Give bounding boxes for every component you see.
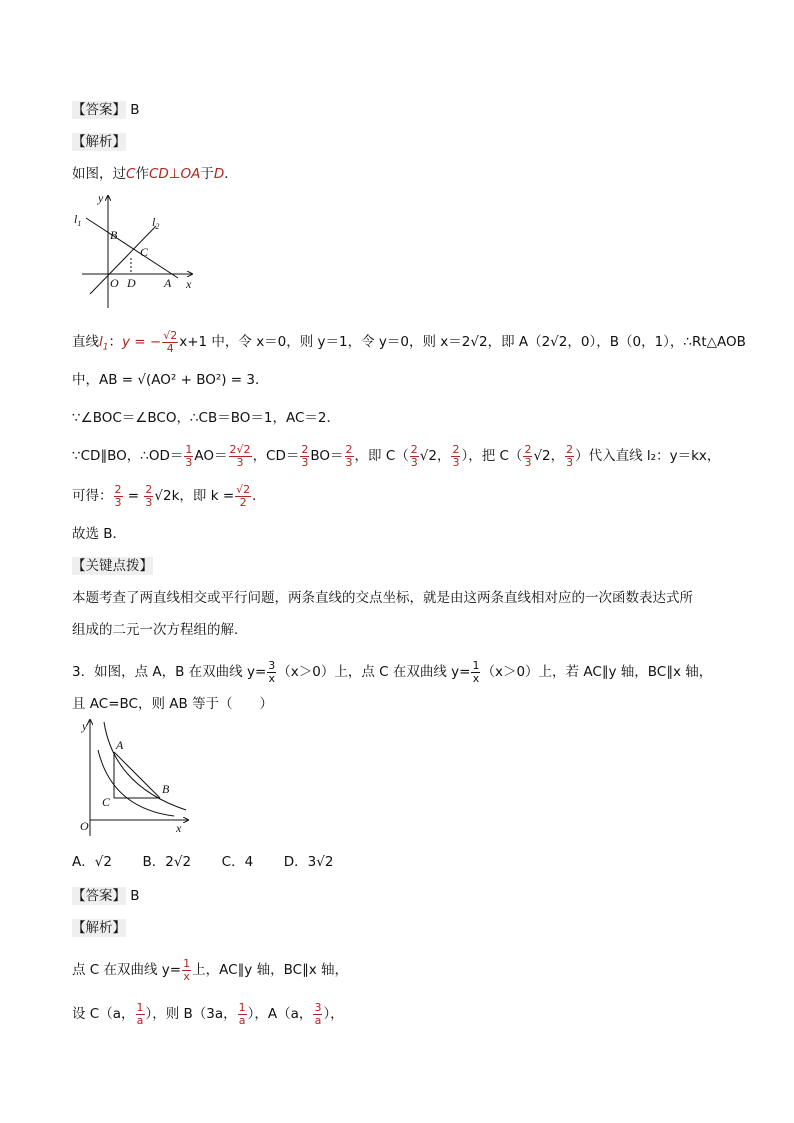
b2l2-a: 设 C（a， bbox=[72, 1006, 135, 1023]
b2l2-frac2: $\frac{1}{a}$ bbox=[238, 1001, 246, 1027]
option-d[interactable]: D．3√2 bbox=[283, 854, 334, 870]
line5-d: ． bbox=[252, 488, 266, 505]
line1-start: 直线 bbox=[72, 334, 99, 351]
line5-a: 可得： bbox=[72, 488, 113, 505]
intro-c: C bbox=[126, 166, 136, 182]
answer-label: 【答案】 bbox=[72, 102, 126, 118]
q3-line-2: 且 AC=BC，则 AB 等于（ ） bbox=[72, 696, 274, 712]
fig2-a-label: A bbox=[116, 738, 124, 752]
line4-h: √2， bbox=[533, 448, 565, 465]
block2-line-2 bbox=[72, 1002, 344, 1026]
intro-mid: 作 bbox=[135, 166, 149, 182]
figure-hyperbola bbox=[74, 716, 192, 838]
intro-d: D bbox=[213, 166, 225, 182]
analysis-label-2-text: 【解析】 bbox=[72, 920, 126, 936]
intro-line bbox=[72, 168, 238, 182]
fig2-o-label: O bbox=[80, 819, 89, 833]
line5-frac2: $\frac{2}{3}$ bbox=[145, 483, 153, 509]
analysis-label-text: 【解析】 bbox=[72, 134, 126, 150]
block2-line-1 bbox=[72, 958, 348, 982]
fig2-y-label: y bbox=[82, 719, 88, 733]
line4-b: AO＝ bbox=[194, 448, 228, 465]
line4-frac2: $\frac{2√2}{3}$ bbox=[229, 443, 251, 469]
q3-frac2: $\frac{1}{x}$ bbox=[472, 659, 480, 685]
line4-frac7: $\frac{2}{3}$ bbox=[524, 443, 532, 469]
fig1-b-label: B bbox=[110, 228, 118, 242]
figure-lines bbox=[70, 190, 200, 310]
b2l1-a: 点 C 在双曲线 y= bbox=[72, 962, 182, 979]
q3-text-a: 3．如图，点 A，B 在双曲线 y= bbox=[72, 664, 267, 681]
choose-line: 故选 B． bbox=[72, 526, 127, 542]
fig1-x-label: x bbox=[186, 277, 192, 291]
option-a[interactable]: A．√2 bbox=[72, 854, 112, 870]
fig1-d-label: D bbox=[127, 276, 136, 290]
b2l2-frac3: $\frac{3}{a}$ bbox=[314, 1001, 322, 1027]
solution-line-2: 中，AB = √(AO² + BO²) = 3． bbox=[72, 372, 269, 388]
line1-colon: ： bbox=[108, 334, 122, 351]
line4-frac1: $\frac{1}{3}$ bbox=[185, 443, 193, 469]
answer-value-2: B bbox=[130, 888, 140, 904]
line5-frac3: $\frac{√2}{2}$ bbox=[236, 483, 251, 509]
solution-line-1 bbox=[72, 330, 746, 354]
intro-period: ． bbox=[224, 166, 238, 182]
answer-line-2 bbox=[72, 890, 140, 904]
fig2-c-label: C bbox=[102, 795, 111, 809]
b2l2-d: ）， bbox=[323, 1006, 344, 1023]
q3-frac1: $\frac{3}{x}$ bbox=[268, 659, 276, 685]
line4-frac6: $\frac{2}{3}$ bbox=[452, 443, 460, 469]
q3-line-1 bbox=[72, 660, 712, 684]
fig2-b-label: B bbox=[162, 782, 170, 796]
b2l2-b: ），则 B（3a， bbox=[145, 1006, 237, 1023]
line5-c: √2k，即 k = bbox=[154, 488, 235, 505]
line1-frac: $\frac{√2}{4}$ bbox=[163, 329, 178, 355]
fig1-c-label: C bbox=[140, 245, 149, 259]
line1-l1: l bbox=[99, 334, 103, 351]
key-label-text: 【关键点拨】 bbox=[72, 558, 153, 574]
intro-text: 如图，过 bbox=[72, 166, 126, 182]
b2l1-b: 上，AC∥y 轴，BC∥x 轴， bbox=[192, 962, 349, 979]
answer-value: B bbox=[130, 102, 140, 118]
fig1-a-label: A bbox=[164, 276, 172, 290]
solution-line-3: ∵∠BOC＝∠BCO，∴CB＝BO＝1，AC＝2． bbox=[72, 410, 340, 426]
key-text-1: 本题考查了两直线相交或平行问题，两条直线的交点坐标，就是由这两条直线相对应的一次函数表达式所 bbox=[72, 590, 693, 606]
option-c[interactable]: C．4 bbox=[221, 854, 254, 870]
intro-end: 于 bbox=[200, 166, 214, 182]
analysis-label bbox=[72, 136, 126, 150]
answer-label-2: 【答案】 bbox=[72, 888, 126, 904]
fig2-x-label: x bbox=[176, 821, 182, 835]
line1-sub: 1 bbox=[102, 342, 109, 353]
b2l2-c: ），A（a， bbox=[247, 1006, 313, 1023]
analysis-label-2 bbox=[72, 922, 126, 936]
line4-f: √2， bbox=[419, 448, 451, 465]
line4-frac8: $\frac{2}{3}$ bbox=[566, 443, 574, 469]
b2l1-frac: $\frac{1}{x}$ bbox=[183, 957, 191, 983]
line4-i: ）代入直线 l₂：y＝kx， bbox=[575, 448, 721, 465]
line4-e: ，即 C（ bbox=[354, 448, 409, 465]
q3-text-c: （x＞0）上，若 AC∥y 轴，BC∥x 轴， bbox=[481, 664, 713, 681]
fig1-l2-label: $l_2$ bbox=[152, 215, 160, 231]
fig1-l1-label: $l_1$ bbox=[74, 212, 82, 228]
line5-b: = bbox=[123, 488, 144, 505]
solution-line-4 bbox=[72, 444, 720, 468]
answer-line bbox=[72, 104, 140, 118]
line4-frac5: $\frac{2}{3}$ bbox=[410, 443, 418, 469]
q3-text-b: （x＞0）上，点 C 在双曲线 y= bbox=[277, 664, 471, 681]
line4-g: ），把 C（ bbox=[461, 448, 523, 465]
line4-frac4: $\frac{2}{3}$ bbox=[345, 443, 353, 469]
line4-c: ，CD＝ bbox=[252, 448, 300, 465]
line4-a: ∵CD∥BO，∴OD＝ bbox=[72, 448, 184, 465]
intro-cd: CD⊥OA bbox=[148, 166, 201, 182]
key-text-2: 组成的二元一次方程组的解． bbox=[72, 622, 248, 638]
line4-d: BO＝ bbox=[310, 448, 344, 465]
line4-frac3: $\frac{2}{3}$ bbox=[301, 443, 309, 469]
b2l2-frac1: $\frac{1}{a}$ bbox=[136, 1001, 144, 1027]
key-label bbox=[72, 560, 153, 574]
fig1-o-label: O bbox=[110, 276, 119, 290]
option-b[interactable]: B．2√2 bbox=[142, 854, 192, 870]
q3-options bbox=[72, 856, 333, 870]
line1-rest: x+1 中，令 x＝0，则 y＝1，令 y＝0，则 x＝2√2，即 A（2√2，0），B（0，1），∴Rt△AOB bbox=[179, 334, 746, 351]
line1-y: y = − bbox=[122, 334, 162, 351]
line5-frac1: $\frac{2}{3}$ bbox=[114, 483, 122, 509]
solution-line-5 bbox=[72, 484, 266, 508]
fig1-y-label: y bbox=[98, 191, 104, 205]
